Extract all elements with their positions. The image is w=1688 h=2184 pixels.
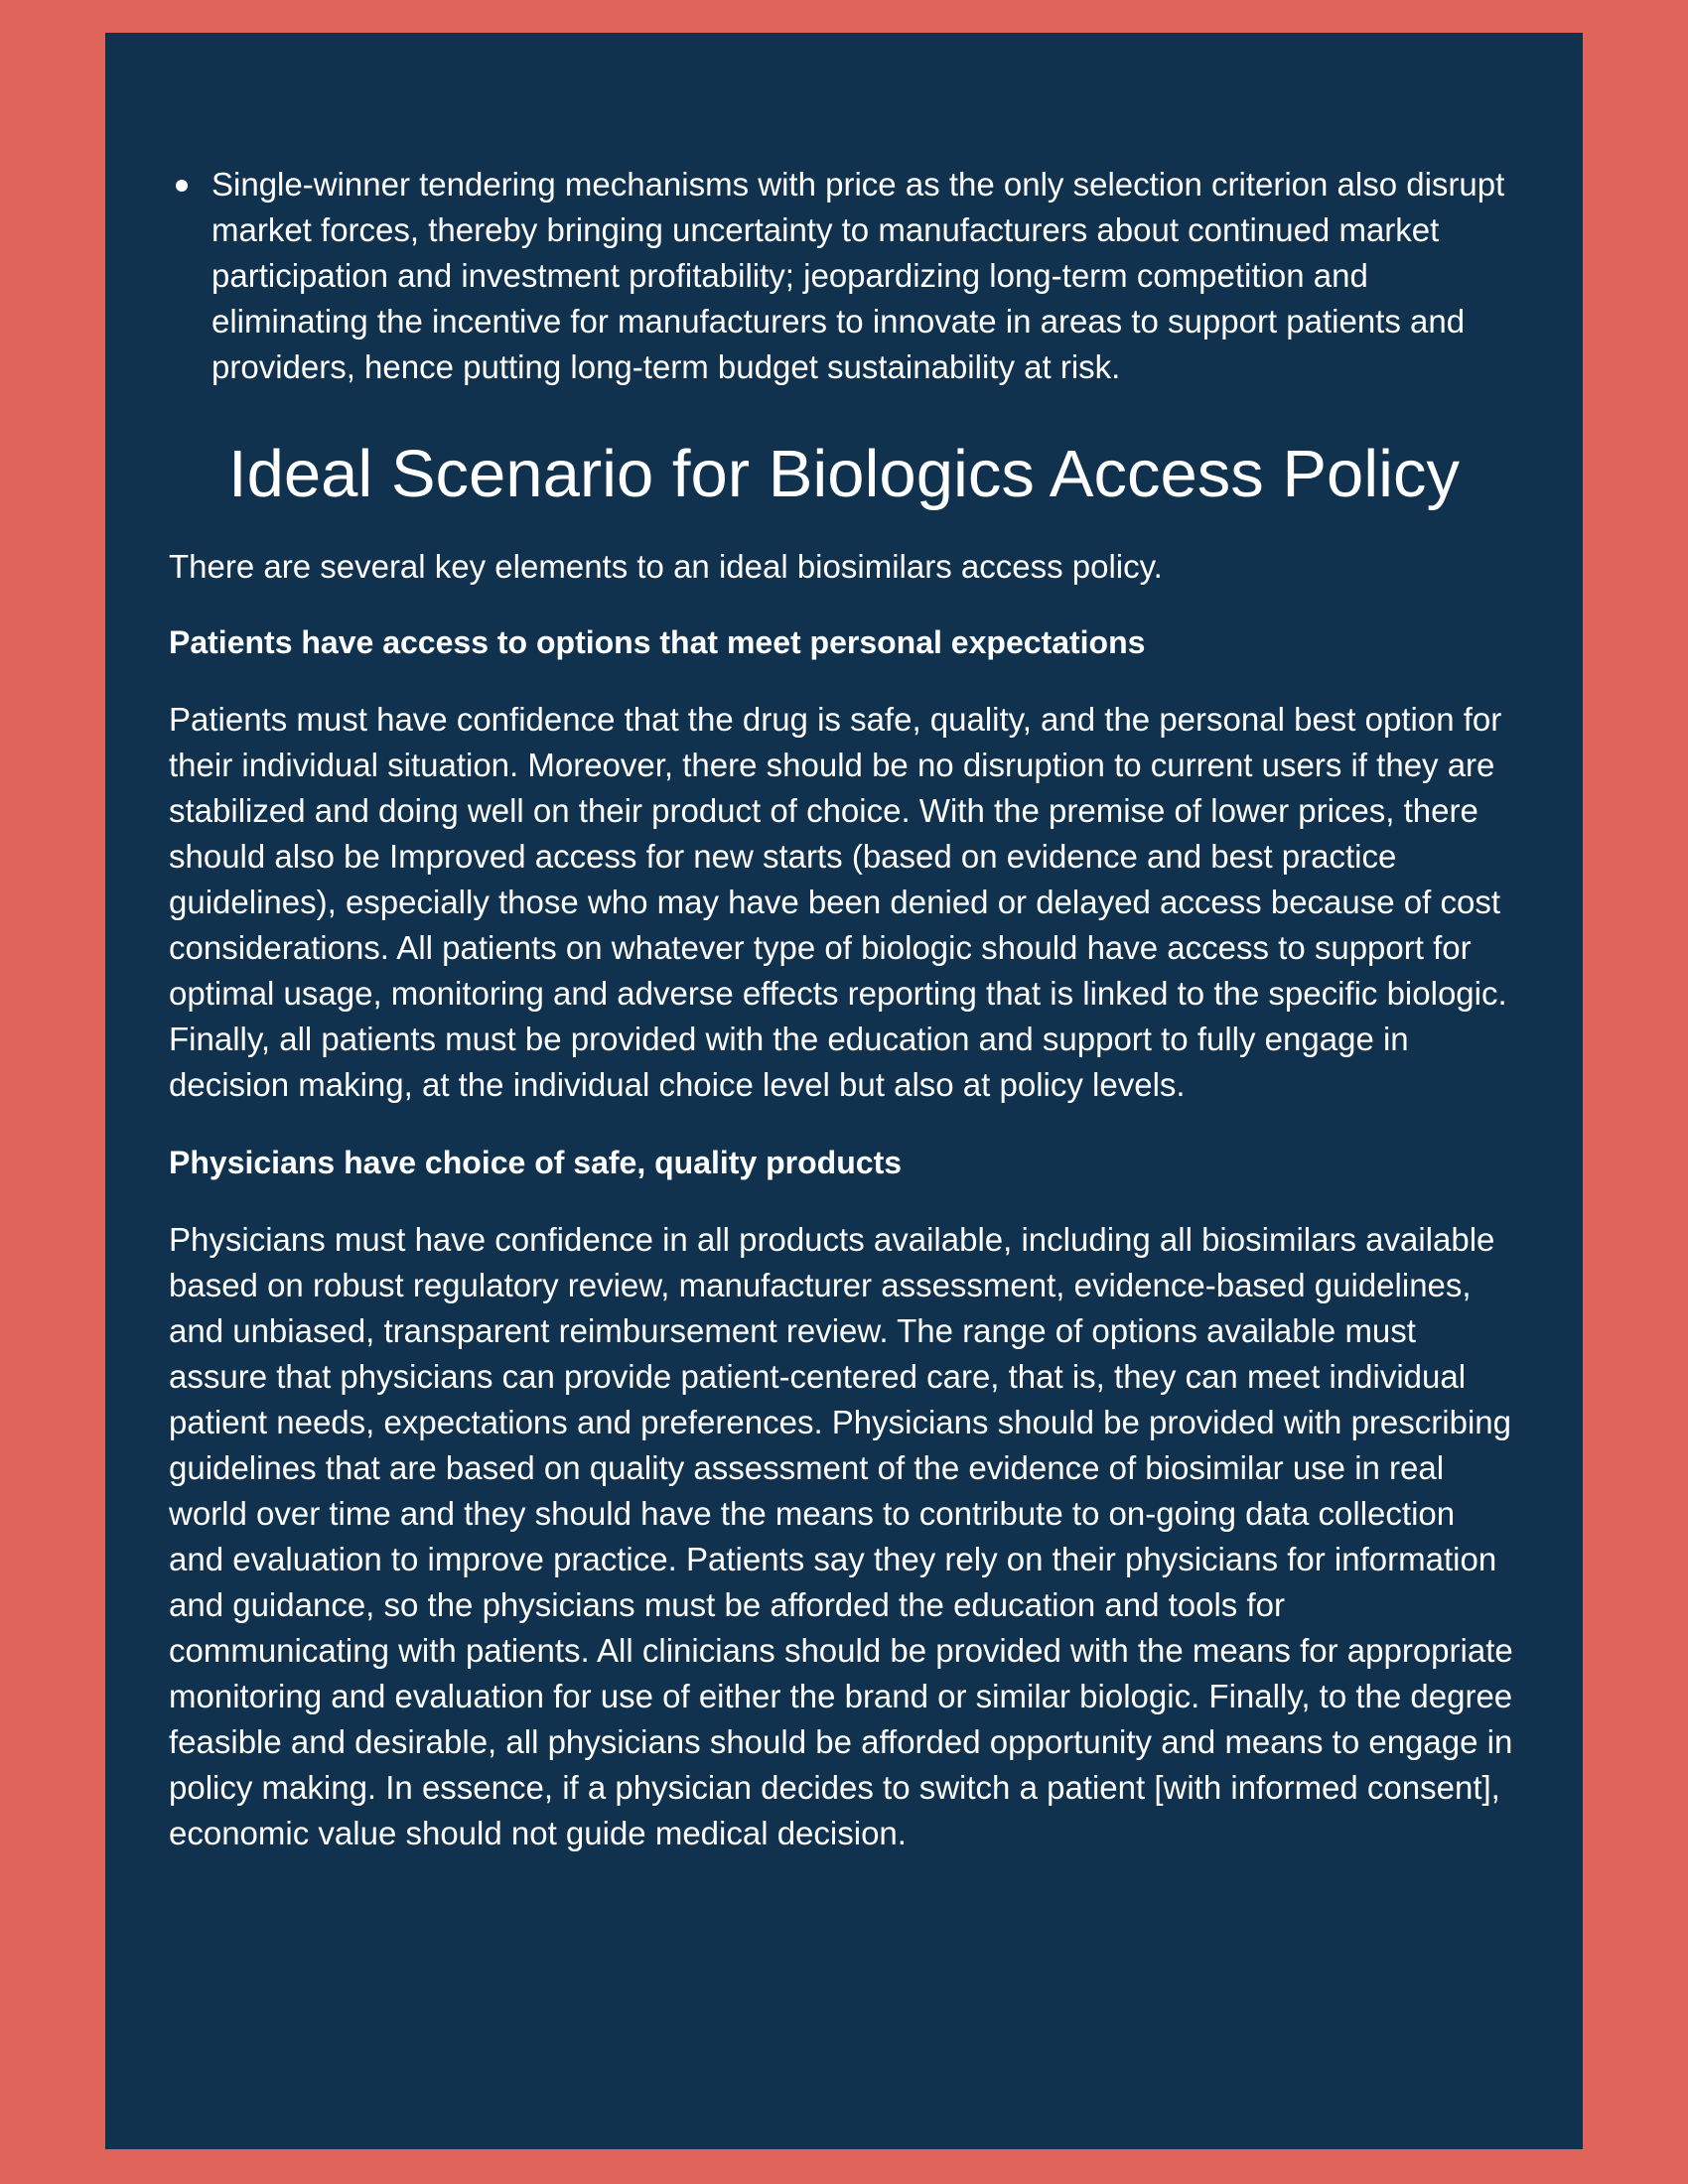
section-heading-patients: Patients have access to options that meet personal expectations xyxy=(169,624,1146,660)
section-body-physicians: Physicians must have confidence in all products available, including all biosimilars available based on robust regulatory review, manufacturer assessment, evidence-based guidelines, and unbiased, transparent reimbursement review. The range of options available must assure that physicians can provide patient-centered care, that is, they can meet individual patient needs, expectations and preferences. Physicians should be provided with prescribing guidelines that are based on quality assessment of the evidence of biosimilar use in real world over time and they should have the means to contribute to on-going data collection and evaluation to improve practice. Patients say they rely on their physicians for information and guidance, so the physicians must be afforded the education and tools for communicating with patients. All clinicians should be provided with the means for appropriate monitoring and evaluation for use of either the brand or similar biologic. Finally, to the degree feasible and desirable, all physicians should be afforded opportunity and means to engage in policy making. In essence, if a physician decides to switch a patient [with informed consent], economic value should not guide medical decision. xyxy=(169,1221,1513,1851)
section-heading-physicians: Physicians have choice of safe, quality products xyxy=(169,1145,903,1180)
bullet-dot-icon xyxy=(176,180,188,192)
page-title: Ideal Scenario for Biologics Access Policy xyxy=(227,437,1461,511)
bullet-item-text: Single-winner tendering mechanisms with price as the only selection criterion also disrupt market forces, thereby bringing uncertainty to manufacturers about continued market participation and investment profitability; jeopardizing long-term competition and eliminating the incentive for manufacturers to innovate in areas to support patients and providers, hence putting long-term budget sustainability at risk. xyxy=(211,166,1505,385)
document-panel xyxy=(105,33,1583,2149)
intro-paragraph: There are several key elements to an ideal biosimilars access policy. xyxy=(169,548,1163,585)
section-body-patients: Patients must have confidence that the drug is safe, quality, and the personal best option for their individual situation. Moreover, there should be no disruption to current users if they are stabilized and doing well on their product of choice. With the premise of lower prices, there should also be Improved access for new starts (based on evidence and best practice guidelines), especially those who may have been denied or delayed access because of cost considerations. All patients on whatever type of biologic should have access to support for optimal usage, monitoring and adverse effects reporting that is linked to the specific biologic. Finally, all patients must be provided with the education and support to fully engage in decision making, at the individual choice level but also at policy levels. xyxy=(169,701,1507,1103)
bullet-list xyxy=(169,162,1519,390)
bullet-item xyxy=(211,162,1507,390)
